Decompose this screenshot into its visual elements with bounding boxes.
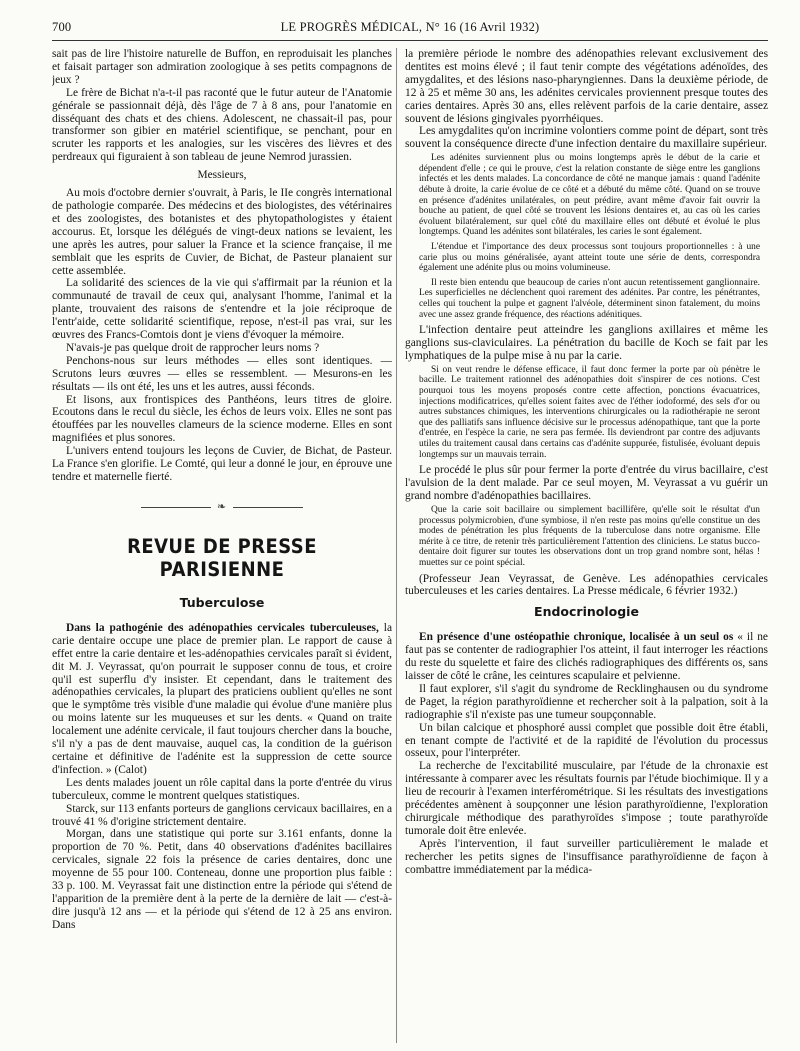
subsection-title: Endocrinologie — [534, 604, 639, 620]
quoted-excerpt: Les adénites surviennent plus ou moins longtemps après le début de la carie et dépendent d'elle ; ce qui le prouve, c'est la relation constante de siège entre les ganglions infectés et les dents malades. La concordance de côté ne manque jamais : quand l'adénite débute à droite, la carie évolue de ce côté et a débuté du même côté. Quand on se trouve en présence d'adénites unilatérales, on peut prédire, avant même d'avoir fait ouvrir la bouche au patient, de quel côté se trouvent les lésions dentaires et, au cas où les caries évoluent bilatéralement, sur quel côté du maxillaire elles ont débuté et évolué le plus longtemps. Quand les adénites sont bilatérales, les caries le sont également. — [419, 153, 760, 238]
paragraph: Les amygdalites qu'on incrimine volontiers comme point de départ, sont très souvent la conséquence directe d'une infection dentaire du maxillaire supérieur. — [405, 125, 768, 151]
paragraph: Et lisons, aux frontispices des Panthéons, leurs titres de gloire. Ecoutons dans le recul du siècle, les échos de leurs voix. Elles ne sont pas étouffées par les nouvelles clameurs de la science moderne. Elles en sont magnifiées et plus sonores. — [52, 393, 392, 445]
column-divider — [396, 48, 397, 1043]
running-header — [52, 18, 768, 40]
paragraph: La recherche de l'excitabilité musculaire, par l'étude de la chronaxie est intéressante à comparer avec les résultats fournis par l'étude biochimique. Il y a lieu de recourir à l'examen interférométrique. Si les résultats des investigations précédentes amènent à soupçonner une lésion parathyroïdienne, l'exploration chirurgicale méthodique des parathyroïdes s'impose ; toute parathyroïde tumorale doit être enlevée. — [405, 760, 768, 837]
paragraph: Penchons-nous sur leurs méthodes — elles sont identiques. — Scrutons leurs œuvres — elles se ressemblent. — Mesurons-en les résultats — ils ont été, les uns et les autres, aussi féconds. — [52, 354, 392, 393]
paragraph: L'infection dentaire peut atteindre les ganglions axillaires et même les ganglions sus-claviculaires. La pénétration du bacille de Koch se fait par les lymphatiques de la pulpe mise à nu par la carie. — [405, 324, 768, 362]
header-rule — [52, 40, 768, 41]
paragraph: Il faut explorer, s'il s'agit du syndrome de Recklinghausen ou du syndrome de Paget, la région parathyroïdienne et rechercher soit à la palpation, soit à la radiographie s'il n'existe pas une tumeur soupçonnable. — [405, 682, 768, 721]
reference: (Professeur Jean Veyrassat, de Genève. Les adénopathies cervicales tuberculeuses et les caries dentaires. La Presse médicale, 6 février 1932.) — [405, 572, 768, 598]
paragraph: L'univers entend toujours les leçons de Cuvier, de Bichat, de Pasteur. La France s'en glorifie. Le Comté, qui leur a donné le jour, en éprouve une tendre et maternelle fierté. — [52, 445, 392, 483]
paragraph: Les dents malades jouent un rôle capital dans la porte d'entrée du virus tuberculeux, comme le montrent quelques statistiques. — [52, 776, 392, 802]
salutation: Messieurs, — [197, 169, 247, 182]
page-number: 700 — [52, 20, 72, 34]
paragraph: la première période le nombre des adénopathies relevant exclusivement des dentites est moins élevé ; il faut tenir compte des végétations adénoïdes, des amygdalites, et des lésions naso-pharyngiennes. Dans la deuxième période, de 12 à 25 et même 30 ans, les adénites cervicales proviennent presque toutes des caries dentaires. Après 30 ans, elles relèvent parfois de la carie dentaire, assez souvent de lésions gingivales pyorrhéiques. — [405, 48, 768, 125]
paragraph: Le frère de Bichat n'a-t-il pas raconté que le futur auteur de l'Anatomie générale se passionnait déjà, dès l'âge de 7 à 8 ans, pour l'anatomie en disséquant des chats et des chiens. Adolescent, ne chassait-il pas, pour transformer son gibier en matériel scientifique, se penchant, pour en scruter les rapports et les analogies, sur les viscères des lièvres et des perdreaux qui figuraient à son tableau de jeune Nemrod jurassien. — [52, 86, 392, 164]
paragraph: N'avais-je pas quelque droit de rapprocher leurs noms ? — [66, 341, 320, 354]
fleuron-icon: ❧ — [216, 500, 228, 513]
paragraph: Starck, sur 113 enfants porteurs de ganglions cervicaux bacillaires, en a trouvé 41 % d'origine strictement dentaire. — [52, 802, 392, 828]
section-title: REVUE DE PRESSE PARISIENNE — [127, 534, 317, 581]
quoted-excerpt: Que la carie soit bacillaire ou simplement bacillifère, qu'elle soit le résultat d'un processus polymicrobien, d'une symbiose, il n'en reste pas moins qu'elle constitue un des modes de pénétration les plus fréquents de la tuberculose dans notre organisme. Elle mérite à ce titre, de retenir très particulièrement l'attention des cliniciens. Le status bucco-dentaire doit figurer sur toutes les observations dont un trop grand nombre sont, hélas ! muettes sur ce point spécial. — [419, 504, 760, 568]
right-column — [405, 48, 768, 1043]
section-ornament — [52, 500, 392, 513]
paragraph: Un bilan calcique et phosphoré aussi complet que possible doit être établi, en tenant compte de l'activité et de la rapidité de l'évolution du processus osseux, pour l'interpréter. — [405, 721, 768, 760]
paragraph: sait pas de lire l'histoire naturelle de Buffon, en reproduisait les planches et faisait partager son admiration zoologique à ses petits compagnons de jeux ? — [52, 48, 392, 86]
paragraph: Le procédé le plus sûr pour fermer la porte d'entrée du virus bacillaire, c'est l'avulsion de la dent malade. Par ce seul moyen, M. Veyrassat a vu guérir un grand nombre d'adénopathies bacillaires. — [405, 464, 768, 503]
quoted-excerpt: Il reste bien entendu que beaucoup de caries n'ont aucun retentissement ganglionnaire. Les superficielles ne déclenchent quoi rarement des adénites. Par contre, les pénétrantes, celles qui touchent la pulpe et gagnent l'alvéole, déterminent sinon fatalement, du moins avec une assez grande fréquence, des réactions adénitiques. — [419, 277, 760, 320]
paragraph: Morgan, dans une statistique qui porte sur 3.161 enfants, donne la proportion de 70 %. Petit, dans 40 observations d'adénites bacillaires cervicales, signale 22 fois la présence de caries dentaires, donc une moyenne de 55 pour 100. Conteneau, donne une proportion plus faible : 33 p. 100. M. Veyrassat fait une distinction entre la période qui s'étend de l'apparition de la première dent à la perte de la dernière de lait — c'est-à-dire jusqu'à 12 ans — et la période qui s'étend de 12 à 25 ans environ. Dans — [52, 828, 392, 931]
journal-title: LE PROGRÈS MÉDICAL, N° 16 (16 Avril 1932) — [280, 20, 540, 34]
lead-phrase: Dans la pathogénie des adénopathies cervicales tuberculeuses, — [66, 621, 379, 634]
paragraph: Au mois d'octobre dernier s'ouvrait, à Paris, le IIe congrès international de pathologie comparée. Des médecins et des biologistes, des vétérinaires et des zoologistes, des botanistes et des phytopathologistes y étaient accourus. Et, lorsque les délégués de vingt-deux nations se levaient, les une après les autres, pour saluer la France et la science française, il me semblait que les esprits de Cuvier, de Bichat, de Pasteur planaient sur cette assemblée. — [52, 187, 392, 277]
subsection-title: Tuberculose — [179, 594, 265, 610]
quoted-excerpt: Si on veut rendre le défense efficace, il faut donc fermer la porte par où pénètre le bacille. Le traitement rationnel des adénopathies doit s'inspirer de ces notions. C'est pourquoi tous les moyens proposés contre cette affection, ponctions évacuatrices, injections modificatrices, qu'elles soient faites avec de l'éther iodoformé, des sels d'or ou autres substances chimiques, les interventions chirurgicales ou la radiothérapie ne seront que des palliatifs sans influence décisive sur le processus adénopathique, tant que la porte d'entrée, en l'espèce la carie, ne sera pas fermée. Ils deviendront par contre des adjuvants utiles du traitement causal dans certains cas d'adénite suppurée, fistulisée, évoluant depuis longtemps sur un mauvais terrain. — [419, 364, 760, 460]
paragraph: La solidarité des sciences de la vie qui s'affirmait par la réunion et la communauté de travail de ceux qui, analysant l'homme, l'animal et la plante, trouvaient des raisons de s'entendre et la joie réciproque de l'entr'aide, cette solidarité scientifique, repose, n'est-il pas vrai, sur les œuvres des Francs-Comtois dont je viens d'évoquer la mémoire. — [52, 277, 392, 342]
left-column — [52, 48, 392, 1043]
paragraph: En présence d'une ostéopathie chronique, localisée à un seul os « il ne faut pas se contenter de radiographier l'os atteint, il faut interroger les réactions du reste du squelette et faire des clichés radiographiques des différents os, sans laisser de côté le crâne, les ceintures scapulaire et pelvienne. — [405, 631, 768, 683]
paragraph: Dans la pathogénie des adénopathies cervicales tuberculeuses, la carie dentaire occupe une place de premier plan. Le rapport de cause à effet entre la carie dentaire et les-adénopathies cervicales paraît si évident, dit M. J. Veyrassat, qu'on pourrait le supposer connu de tous, et croire qu'il est superflu d'y insister. Et cependant, dans le traitement des adénopathies cervicales, la plupart des praticiens oublient qu'elles ne sont que le symptôme très visible d'une maladie qui évolue d'une manière plus ou moins latente sur les muqueuses et sur les dents. « Quand on traite localement une adénite cervicale, il faut toujours chercher dans la bouche, s'il n'y a pas de dent mauvaise, auquel cas, la condition de la guérison certaine et définitive de l'adénite est la suppression de cette source d'infection. » (Calot) — [52, 621, 392, 776]
quoted-excerpt: L'étendue et l'importance des deux processus sont toujours proportionnelles : à une carie plus ou moins généralisée, ayant atteint toute une série de dents, correspondra également une adénite plus ou moins volumineuse. — [419, 242, 760, 274]
lead-phrase: En présence d'une ostéopathie chronique, localisée à un seul os — [419, 631, 734, 644]
paragraph: Après l'intervention, il faut surveiller particulièrement le malade et rechercher les petits signes de l'insuffisance parathyroïdienne de façon à combattre immédiatement par la médica- — [405, 837, 768, 876]
